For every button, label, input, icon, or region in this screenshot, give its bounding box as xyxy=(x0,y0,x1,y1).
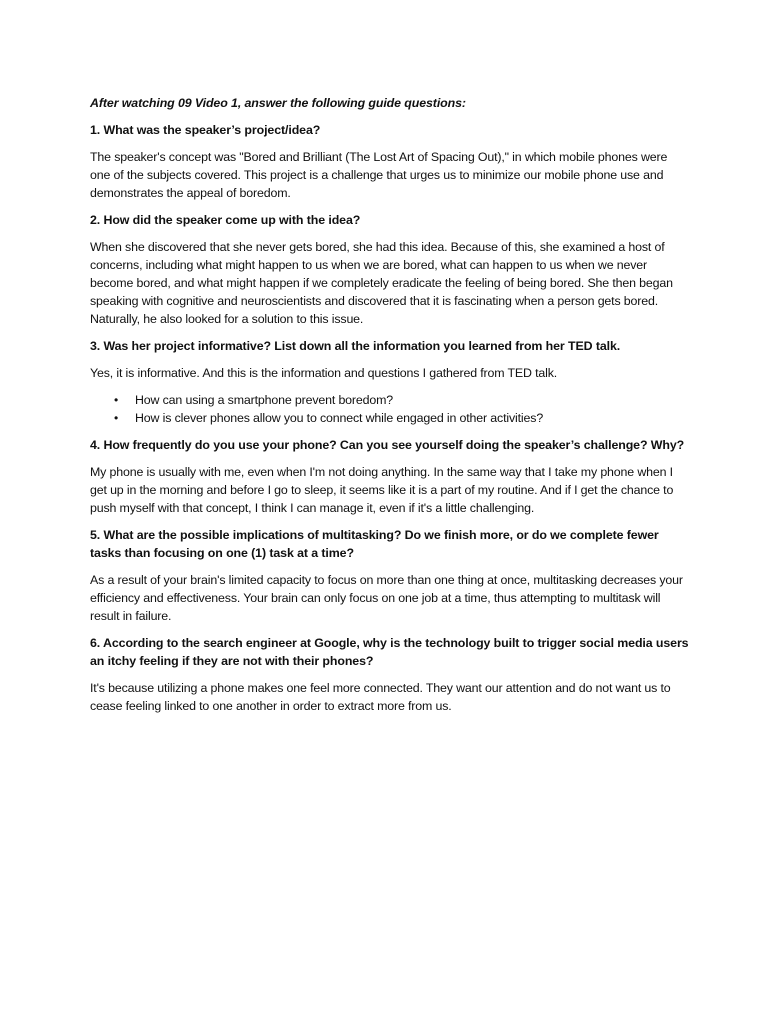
intro-instruction: After watching 09 Video 1, answer the following guide questions: xyxy=(90,96,466,110)
question-4: 4. How frequently do you use your phone? Can you see yourself doing the speaker’s challenge? Why? xyxy=(90,438,685,452)
answer-1: The speaker's concept was "Bored and Brilliant (The Lost Art of Spacing Out)," in which mobile phones were one of the subjects covered. This project is a challenge that urges us to minimize our mobile phone use and demonstrates the appeal of boredom. xyxy=(90,150,668,200)
answer-2: When she discovered that she never gets bored, she had this idea. Because of this, she examined a host of concerns, including what might happen to us when we are bored, what can happen to us when we never become bored, and what might happen if we completely eradicate the feeling of being bored. She then began speaking with cognitive and neuroscientists and discovered that it is fascinating when a person gets bored. Naturally, he also looked for a solution to this issue. xyxy=(90,240,673,326)
answer-6: It's because utilizing a phone makes one feel more connected. They want our attention and do not want us to cease feeling linked to one another in order to extract more from us. xyxy=(90,681,671,713)
bullet-icon: • xyxy=(114,411,119,425)
answer-3-bullet-list xyxy=(90,391,690,427)
question-3: 3. Was her project informative? List down all the information you learned from her TED talk. xyxy=(90,339,621,353)
list-item xyxy=(90,409,690,427)
document-body xyxy=(90,94,690,724)
question-1: 1. What was the speaker’s project/idea? xyxy=(90,123,321,137)
answer-4: My phone is usually with me, even when I'm not doing anything. In the same way that I take my phone when I get up in the morning and before I go to sleep, it seems like it is a part of my routine. And if I get the chance to push myself with that concept, I think I can manage it, even if it's a little challenging. xyxy=(90,465,674,515)
question-2: 2. How did the speaker come up with the idea? xyxy=(90,213,361,227)
list-item-text: How is clever phones allow you to connect while engaged in other activities? xyxy=(135,411,544,425)
question-6: 6. According to the search engineer at Google, why is the technology built to trigger social media users an itchy feeling if they are not with their phones? xyxy=(90,636,689,668)
question-5: 5. What are the possible implications of multitasking? Do we finish more, or do we complete fewer tasks than focusing on one (1) task at a time? xyxy=(90,528,659,560)
list-item-text: How can using a smartphone prevent boredom? xyxy=(135,393,394,407)
bullet-icon: • xyxy=(114,393,119,407)
answer-3: Yes, it is informative. And this is the information and questions I gathered from TED talk. xyxy=(90,366,558,380)
answer-5: As a result of your brain's limited capacity to focus on more than one thing at once, multitasking decreases your efficiency and effectiveness. Your brain can only focus on one job at a time, thus attempting to multitask will result in failure. xyxy=(90,573,683,623)
list-item xyxy=(90,391,690,409)
